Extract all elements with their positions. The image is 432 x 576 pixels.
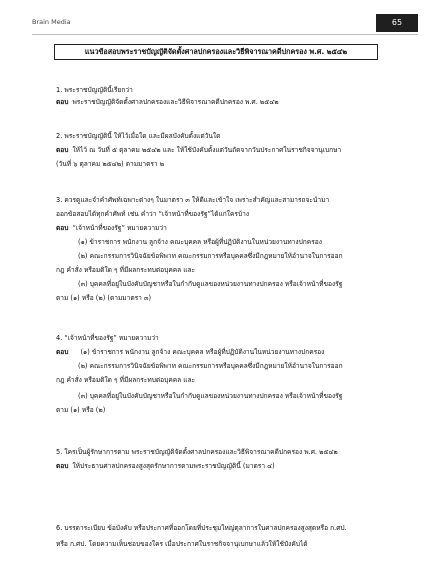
answer-4-item-3-cont: ตาม (๑) หรือ (๒) <box>56 406 106 414</box>
page-header <box>32 14 418 32</box>
answer-4-item-2-cont: กฎ คำสั่ง หรือมติใด ๆ ที่มีผลกระทบต่อบุคคล และ <box>56 376 196 384</box>
answer-3-item-1: (๑) ข้าราชการ พนักงาน ลูกจ้าง คณะบุคคล หรือผู้ที่ปฏิบัติงานในหน่วยงานทางปกครอง <box>78 238 322 246</box>
answer-1: ตอบ พระราชบัญญัติจัดตั้งศาลปกครองและวิธีพิจารณาคดีปกครอง พ.ศ. ๒๕๔๒ <box>56 98 279 106</box>
question-3: 3. ควรดูและจำคำศัพท์เฉพาะต่างๆ ในมาตรา ๓ ให้ดีและเข้าใจ เพราะสำคัญและสามารถจะนำมา <box>56 196 330 204</box>
answer-4-item-1: ตอบ (๑) ข้าราชการ พนักงาน ลูกจ้าง คณะบุคคล หรือผู้ที่ปฏิบัติงานในหน่วยงานทางปกครอง <box>56 348 325 356</box>
answer-label: ตอบ <box>56 146 69 154</box>
answer-3: ตอบ “เจ้าหน้าที่ของรัฐ” หมายความว่า <box>56 224 167 232</box>
answer-3-item-3-cont: ตาม (๑) หรือ (๒) (ตามมาตรา ๓) <box>56 294 152 302</box>
answer-label: ตอบ <box>56 224 69 232</box>
question-1: 1. พระราชบัญญัตินี้เรียกว่า <box>56 86 133 94</box>
answer-2: ตอบ ให้ไว้ ณ วันที่ ๕ ตุลาคม ๒๕๔๒ และ ให้ใช้บังคับตั้งแต่วันถัดจากวันประกาศในราชกิจจานุเบกษา <box>56 146 342 154</box>
question-5: 5. ใครเป็นผู้รักษาการตาม พระราชบัญญัติจัดตั้งศาลปกครองและวิธีพิจารณาคดีปกครอง พ.ศ. ๒๕๔๒ <box>56 448 338 456</box>
answer-label: ตอบ <box>56 348 69 356</box>
page-number: 65 <box>376 14 418 32</box>
header-divider <box>32 34 418 35</box>
question-6: 6. บรรดาระเบียบ ข้อบังคับ หรือประกาศที่ออกโดยที่ประชุมใหญ่ตุลาการในศาลปกครองสูงสุดหรือ ก.ศป. <box>56 524 347 532</box>
answer-3-item-2-cont: กฎ คำสั่ง หรือมติใด ๆ ที่มีผลกระทบต่อบุคคล และ <box>56 266 196 274</box>
answer-4-item-2: (๒) คณะกรรมการวินิจฉัยข้อพิพาท คณะกรรมการหรือบุคคลซึ่งมีกฎหมายให้อำนาจในการออก <box>78 362 343 370</box>
question-2: 2. พระราชบัญญัตินี้ ให้ไว้เมื่อใด และมีผลบังคับตั้งแต่วันใด <box>56 132 221 140</box>
answer-label: ตอบ <box>56 462 69 470</box>
answer-3-item-3: (๓) บุคคลที่อยู่ในบังคับบัญชาหรือในกำกับดูแลของหน่วยงานทางปกครอง หรือเจ้าหน้าที่ของรัฐ <box>78 280 343 288</box>
answer-label: ตอบ <box>56 98 69 106</box>
question-3-cont: ออกข้อสอบได้ทุกคำศัพท์ เช่น คำว่า “เจ้าหน้าที่ของรัฐ”ได้แก่ใครบ้าง <box>56 210 250 218</box>
page-title: แนวข้อสอบพระราชบัญญัติจัดตั้งศาลปกครองและวิธีพิจารณาคดีปกครอง พ.ศ. ๒๕๔๒ <box>54 44 378 60</box>
answer-4-item-3: (๓) บุคคลที่อยู่ในบังคับบัญชาหรือในกำกับดูแลของหน่วยงานทางปกครอง หรือเจ้าหน้าที่ของรัฐ <box>78 392 343 400</box>
answer-2-cont: (วันที่ ๖ ตุลาคม ๒๕๔๒) ตามมาตรา ๒ <box>56 160 165 168</box>
answer-3-item-2: (๒) คณะกรรมการวินิจฉัยข้อพิพาท คณะกรรมการหรือบุคคลซึ่งมีกฎหมายให้อำนาจในการออก <box>78 252 343 260</box>
question-6-cont: หรือ ก.ศป. โดยความเห็นชอบของใคร เมื่อประกาศในราชกิจจานุเบกษาแล้วให้ใช้บังคับได้ <box>56 540 308 548</box>
question-4: 4. “เจ้าหน้าที่ของรัฐ” หมายความว่า <box>56 334 159 342</box>
answer-5: ตอบ ให้ประธานศาลปกครองสูงสุดรักษาการตามพระราชบัญญัตินี้ (มาตรา ๔) <box>56 462 275 470</box>
brand-label: Brain Media <box>32 18 71 26</box>
